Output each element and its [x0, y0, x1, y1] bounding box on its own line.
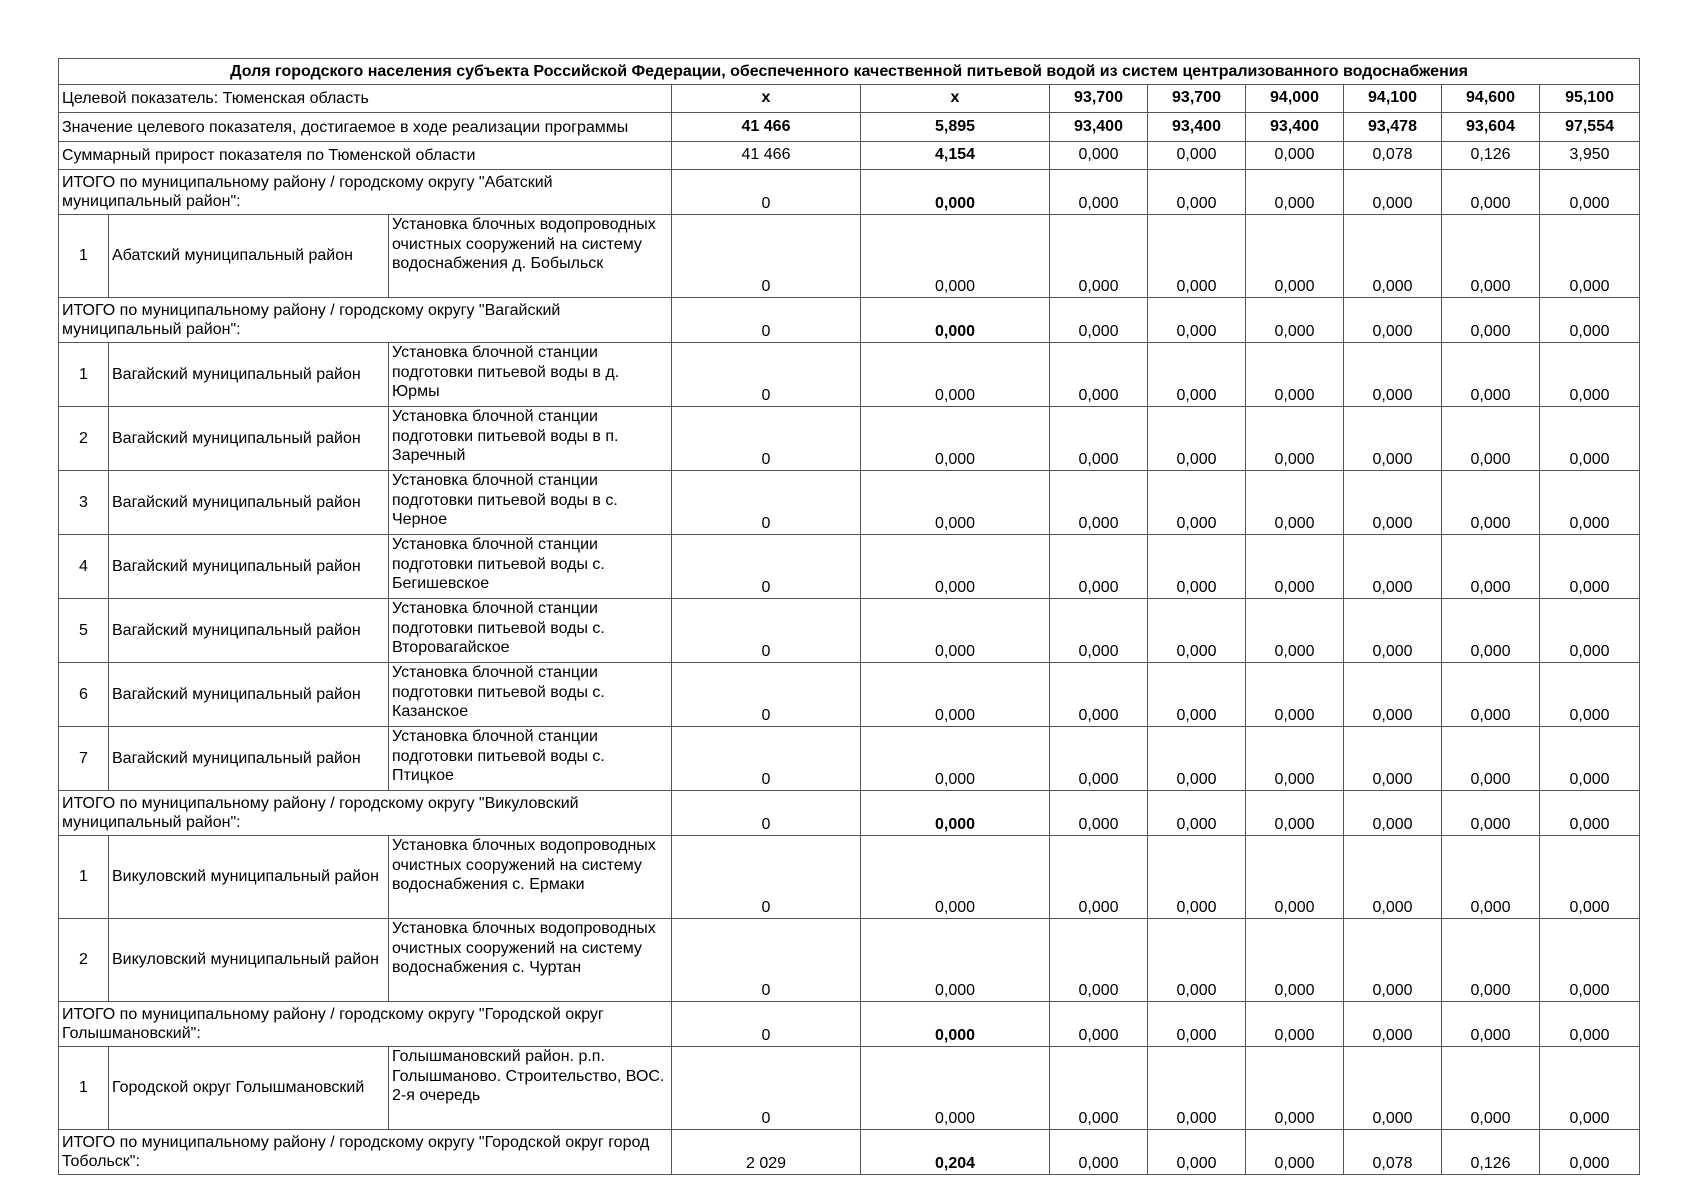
row-value: 0,000	[1344, 471, 1442, 535]
row-value: 0,000	[1442, 343, 1540, 407]
row-value: 0,000	[861, 535, 1050, 599]
row-value: 0	[672, 663, 861, 727]
row-value: 0,000	[1246, 343, 1344, 407]
summary-value: 5,895	[861, 113, 1050, 142]
district-total-value: 0,000	[1344, 791, 1442, 836]
row-value: 0,000	[1246, 836, 1344, 919]
district-total-value: 0,000	[1050, 170, 1148, 215]
measure-description: Голышмановский район. р.п. Голышманово. Строительство, ВОС. 2-я очередь	[389, 1047, 672, 1130]
row-value: 0,000	[1148, 535, 1246, 599]
measure-description: Установка блочной станции подготовки питьевой воды в с. Черное	[389, 471, 672, 535]
measure-description: Установка блочных водопроводных очистных сооружений на систему водоснабжения с. Чуртан	[389, 919, 672, 1002]
table-title-row	[59, 59, 1640, 85]
row-value: 0,000	[861, 471, 1050, 535]
row-value: 0,000	[861, 919, 1050, 1002]
district-total-value: 0	[672, 1002, 861, 1047]
summary-value: 4,154	[861, 142, 1050, 170]
row-number: 1	[59, 215, 109, 298]
summary-value: х	[672, 85, 861, 113]
district-total-value: 0	[672, 791, 861, 836]
district-total-value: 0,000	[1246, 1002, 1344, 1047]
row-value: 0,000	[1442, 919, 1540, 1002]
row-value: 0,000	[1050, 343, 1148, 407]
measure-description: Установка блочных водопроводных очистных сооружений на систему водоснабжения с. Ермаки	[389, 836, 672, 919]
district-total-value: 0,000	[1442, 170, 1540, 215]
row-value: 0,000	[1442, 599, 1540, 663]
district-total-value: 0,000	[861, 1002, 1050, 1047]
row-value: 0,000	[1442, 663, 1540, 727]
row-value: 0,000	[1050, 663, 1148, 727]
district-total-value: 0,000	[1540, 170, 1640, 215]
summary-value: 0,126	[1442, 142, 1540, 170]
row-value: 0,000	[1050, 407, 1148, 471]
row-value: 0,000	[1246, 215, 1344, 298]
summary-value: 93,400	[1246, 113, 1344, 142]
row-value: 0,000	[1344, 407, 1442, 471]
row-value: 0,000	[1344, 663, 1442, 727]
table-row	[59, 343, 1640, 407]
table-row	[59, 1047, 1640, 1130]
district-total-label: ИТОГО по муниципальному району / городскому округу "Вагайский муниципальный район":	[59, 298, 672, 343]
row-number: 3	[59, 471, 109, 535]
district-total-row	[59, 1002, 1640, 1047]
district-total-value: 0,000	[1050, 1130, 1148, 1175]
row-value: 0,000	[1540, 471, 1640, 535]
district-total-row	[59, 170, 1640, 215]
summary-row	[59, 113, 1640, 142]
row-value: 0,000	[1442, 535, 1540, 599]
district-total-row	[59, 791, 1640, 836]
row-value: 0	[672, 471, 861, 535]
row-value: 0,000	[1540, 663, 1640, 727]
district-total-label: ИТОГО по муниципальному району / городскому округу "Городской округ Голышмановский":	[59, 1002, 672, 1047]
row-value: 0,000	[1148, 1047, 1246, 1130]
district-name: Абатский муниципальный район	[109, 215, 389, 298]
district-total-value: 0,000	[1344, 298, 1442, 343]
summary-value: 93,400	[1050, 113, 1148, 142]
district-name: Вагайский муниципальный район	[109, 599, 389, 663]
row-value: 0,000	[1148, 836, 1246, 919]
row-value: 0,000	[1050, 471, 1148, 535]
row-value: 0	[672, 836, 861, 919]
district-total-value: 0	[672, 298, 861, 343]
row-value: 0,000	[861, 1047, 1050, 1130]
district-total-value: 0,000	[1540, 1130, 1640, 1175]
district-total-value: 0,000	[1246, 1130, 1344, 1175]
row-value: 0,000	[1050, 215, 1148, 298]
table-row	[59, 471, 1640, 535]
row-value: 0,000	[861, 407, 1050, 471]
row-value: 0,000	[1148, 727, 1246, 791]
row-value: 0,000	[1442, 727, 1540, 791]
row-number: 2	[59, 407, 109, 471]
row-value: 0,000	[1050, 1047, 1148, 1130]
row-value: 0,000	[1050, 919, 1148, 1002]
row-value: 0,000	[1540, 215, 1640, 298]
district-name: Вагайский муниципальный район	[109, 535, 389, 599]
summary-value: 93,400	[1148, 113, 1246, 142]
district-total-value: 0,000	[1540, 791, 1640, 836]
row-value: 0,000	[1148, 599, 1246, 663]
row-number: 5	[59, 599, 109, 663]
row-value: 0,000	[1540, 727, 1640, 791]
row-value: 0,000	[1050, 836, 1148, 919]
row-value: 0,000	[1442, 215, 1540, 298]
district-total-row	[59, 1130, 1640, 1175]
district-total-label: ИТОГО по муниципальному району / городскому округу "Викуловский муниципальный район":	[59, 791, 672, 836]
document-page	[58, 58, 1639, 1175]
row-value: 0,000	[1050, 535, 1148, 599]
row-value: 0,000	[1246, 663, 1344, 727]
row-value: 0,000	[1442, 836, 1540, 919]
row-value: 0,000	[1442, 1047, 1540, 1130]
row-value: 0,000	[1540, 343, 1640, 407]
row-number: 6	[59, 663, 109, 727]
district-total-value: 0,000	[1246, 170, 1344, 215]
summary-value: 94,000	[1246, 85, 1344, 113]
row-value: 0	[672, 407, 861, 471]
row-value: 0	[672, 727, 861, 791]
row-value: 0,000	[1246, 1047, 1344, 1130]
district-name: Вагайский муниципальный район	[109, 407, 389, 471]
summary-value: 97,554	[1540, 113, 1640, 142]
summary-value: х	[861, 85, 1050, 113]
row-value: 0,000	[1148, 471, 1246, 535]
measure-description: Установка блочных водопроводных очистных сооружений на систему водоснабжения д. Бобыльск	[389, 215, 672, 298]
district-total-label: ИТОГО по муниципальному району / городскому округу "Городской округ город Тобольск":	[59, 1130, 672, 1175]
table-row	[59, 215, 1640, 298]
district-total-value: 0,078	[1344, 1130, 1442, 1175]
district-total-value: 0,000	[1246, 791, 1344, 836]
row-value: 0,000	[1246, 919, 1344, 1002]
row-value: 0,000	[1344, 215, 1442, 298]
district-total-value: 0,000	[1148, 1002, 1246, 1047]
district-name: Вагайский муниципальный район	[109, 471, 389, 535]
summary-value: 0,000	[1050, 142, 1148, 170]
row-value: 0,000	[1540, 919, 1640, 1002]
district-name: Викуловский муниципальный район	[109, 836, 389, 919]
row-value: 0	[672, 343, 861, 407]
district-total-value: 0,000	[1246, 298, 1344, 343]
district-total-value: 0,000	[1344, 1002, 1442, 1047]
measure-description: Установка блочной станции подготовки питьевой воды с. Бегишевское	[389, 535, 672, 599]
row-value: 0,000	[1246, 471, 1344, 535]
summary-value: 93,700	[1050, 85, 1148, 113]
summary-label: Значение целевого показателя, достигаемое в ходе реализации программы	[59, 113, 672, 142]
district-total-value: 0,000	[1442, 1002, 1540, 1047]
district-total-value: 0,000	[861, 298, 1050, 343]
row-value: 0,000	[1148, 343, 1246, 407]
table-row	[59, 919, 1640, 1002]
summary-label: Целевой показатель: Тюменская область	[59, 85, 672, 113]
district-total-value: 2 029	[672, 1130, 861, 1175]
district-name: Вагайский муниципальный район	[109, 663, 389, 727]
district-total-value: 0,000	[861, 791, 1050, 836]
district-name: Вагайский муниципальный район	[109, 343, 389, 407]
row-number: 4	[59, 535, 109, 599]
summary-value: 94,100	[1344, 85, 1442, 113]
summary-value: 93,604	[1442, 113, 1540, 142]
row-value: 0,000	[1148, 407, 1246, 471]
district-total-value: 0,000	[1540, 298, 1640, 343]
row-value: 0,000	[1344, 919, 1442, 1002]
district-name: Городской округ Голышмановский	[109, 1047, 389, 1130]
district-total-value: 0,000	[1442, 298, 1540, 343]
row-value: 0,000	[1540, 599, 1640, 663]
row-value: 0,000	[1246, 535, 1344, 599]
measure-description: Установка блочной станции подготовки питьевой воды с. Второвагайское	[389, 599, 672, 663]
row-value: 0,000	[1442, 471, 1540, 535]
row-value: 0,000	[1540, 836, 1640, 919]
summary-value: 3,950	[1540, 142, 1640, 170]
row-value: 0	[672, 599, 861, 663]
summary-row	[59, 142, 1640, 170]
summary-value: 93,478	[1344, 113, 1442, 142]
summary-value: 0,078	[1344, 142, 1442, 170]
district-total-value: 0,204	[861, 1130, 1050, 1175]
measure-description: Установка блочной станции подготовки питьевой воды в п. Заречный	[389, 407, 672, 471]
row-value: 0,000	[1344, 535, 1442, 599]
row-number: 1	[59, 343, 109, 407]
table-row	[59, 836, 1640, 919]
summary-value: 41 466	[672, 142, 861, 170]
district-total-value: 0,000	[1344, 170, 1442, 215]
summary-row	[59, 85, 1640, 113]
row-value: 0	[672, 1047, 861, 1130]
row-value: 0,000	[861, 663, 1050, 727]
row-number: 7	[59, 727, 109, 791]
district-total-value: 0,000	[1540, 1002, 1640, 1047]
row-value: 0,000	[861, 343, 1050, 407]
row-value: 0,000	[1540, 535, 1640, 599]
row-value: 0,000	[1050, 727, 1148, 791]
water-supply-table	[58, 58, 1640, 1175]
district-total-value: 0,000	[1442, 791, 1540, 836]
table-row	[59, 535, 1640, 599]
row-value: 0,000	[1344, 343, 1442, 407]
table-row	[59, 663, 1640, 727]
district-name: Викуловский муниципальный район	[109, 919, 389, 1002]
district-total-value: 0,126	[1442, 1130, 1540, 1175]
row-value: 0,000	[1344, 599, 1442, 663]
row-value: 0,000	[1050, 599, 1148, 663]
row-value: 0,000	[861, 215, 1050, 298]
table-row	[59, 727, 1640, 791]
row-value: 0,000	[1344, 1047, 1442, 1130]
summary-value: 93,700	[1148, 85, 1246, 113]
district-total-value: 0,000	[1148, 1130, 1246, 1175]
district-total-row	[59, 298, 1640, 343]
summary-label: Суммарный прирост показателя по Тюменской области	[59, 142, 672, 170]
district-total-value: 0,000	[1050, 1002, 1148, 1047]
summary-value: 0,000	[1246, 142, 1344, 170]
summary-value: 41 466	[672, 113, 861, 142]
row-number: 1	[59, 1047, 109, 1130]
row-value: 0,000	[861, 599, 1050, 663]
row-value: 0,000	[1148, 215, 1246, 298]
summary-value: 0,000	[1148, 142, 1246, 170]
district-total-value: 0	[672, 170, 861, 215]
table-row	[59, 599, 1640, 663]
row-value: 0,000	[1246, 599, 1344, 663]
measure-description: Установка блочной станции подготовки питьевой воды с. Казанское	[389, 663, 672, 727]
table-row	[59, 407, 1640, 471]
summary-value: 94,600	[1442, 85, 1540, 113]
district-total-value: 0,000	[861, 170, 1050, 215]
row-value: 0,000	[1442, 407, 1540, 471]
measure-description: Установка блочной станции подготовки питьевой воды в д. Юрмы	[389, 343, 672, 407]
row-value: 0	[672, 919, 861, 1002]
row-value: 0,000	[1344, 836, 1442, 919]
measure-description: Установка блочной станции подготовки питьевой воды с. Птицкое	[389, 727, 672, 791]
row-value: 0,000	[1540, 407, 1640, 471]
row-value: 0,000	[1344, 727, 1442, 791]
row-value: 0,000	[1148, 663, 1246, 727]
district-name: Вагайский муниципальный район	[109, 727, 389, 791]
district-total-label: ИТОГО по муниципальному району / городскому округу "Абатский муниципальный район":	[59, 170, 672, 215]
district-total-value: 0,000	[1148, 791, 1246, 836]
district-total-value: 0,000	[1148, 170, 1246, 215]
district-total-value: 0,000	[1050, 791, 1148, 836]
row-value: 0	[672, 535, 861, 599]
row-number: 2	[59, 919, 109, 1002]
row-value: 0	[672, 215, 861, 298]
row-number: 1	[59, 836, 109, 919]
district-total-value: 0,000	[1050, 298, 1148, 343]
table-title: Доля городского населения субъекта Российской Федерации, обеспеченного качественной питьевой водой из систем централизованного водоснабжения	[59, 59, 1640, 85]
row-value: 0,000	[861, 836, 1050, 919]
row-value: 0,000	[1148, 919, 1246, 1002]
summary-value: 95,100	[1540, 85, 1640, 113]
row-value: 0,000	[861, 727, 1050, 791]
row-value: 0,000	[1246, 727, 1344, 791]
row-value: 0,000	[1540, 1047, 1640, 1130]
district-total-value: 0,000	[1148, 298, 1246, 343]
row-value: 0,000	[1246, 407, 1344, 471]
